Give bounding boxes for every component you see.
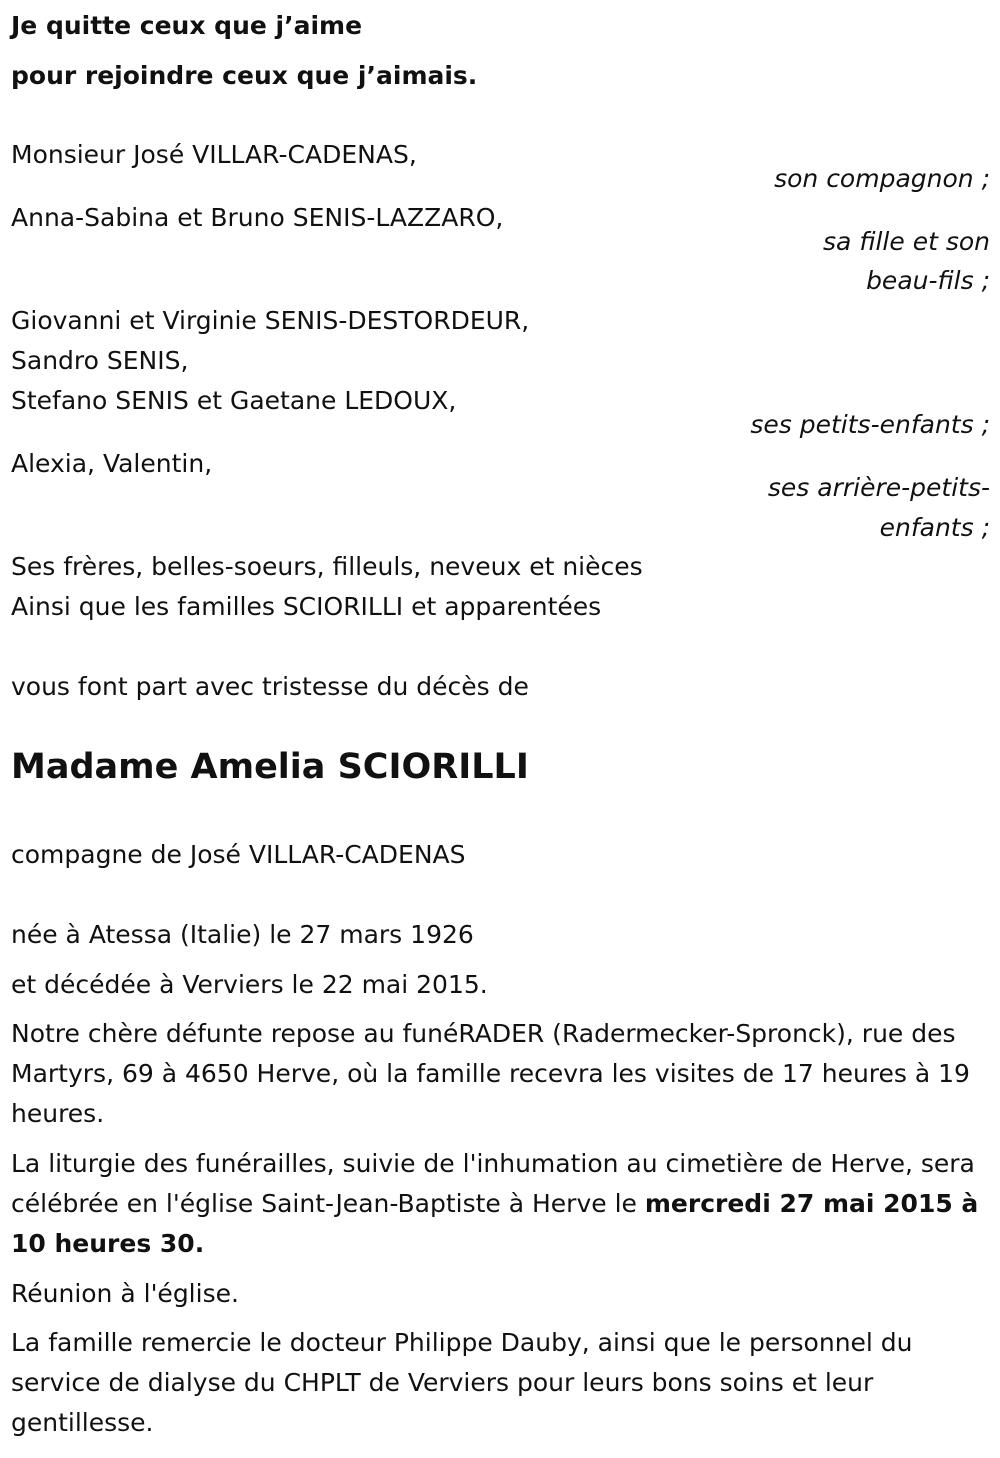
- grandchild-line-1: Giovanni et Virginie SENIS-DESTORDEUR,: [11, 306, 530, 335]
- visitation-paragraph: Notre chère défunte repose au funéRADER (Radermecker-Spronck), rue des Martyrs, 69 à 4650 Herve, où la famille recevra les visites de 17 heures à 19 heures.: [11, 1019, 970, 1128]
- birth-info: née à Atessa (Italie) le 27 mars 1926: [11, 920, 474, 949]
- funeral-paragraph: [11, 1144, 986, 1264]
- meeting-note: Réunion à l'église.: [11, 1279, 239, 1308]
- header-quote-line-2: pour rejoindre ceux que j’aimais.: [11, 61, 478, 90]
- great-grandchildren-names: Alexia, Valentin,: [11, 449, 213, 478]
- other-relatives-line-1: Ses frères, belles-soeurs, filleuls, neveux et nièces: [11, 552, 643, 581]
- thanks-paragraph: La famille remercie le docteur Philippe Dauby, ainsi que le personnel du service de dialyse du CHPLT de Verviers pour leurs bons soins et leur gentillesse.: [11, 1328, 913, 1437]
- other-relatives-line-2: Ainsi que les familles SCIORILLI et apparentées: [11, 592, 602, 621]
- announcement-text: vous font part avec tristesse du décès de: [11, 672, 529, 701]
- companion-name: Monsieur José VILLAR-CADENAS,: [11, 140, 417, 169]
- header-quote-line-1: Je quitte ceux que j’aime: [11, 11, 363, 40]
- deceased-relation: compagne de José VILLAR-CADENAS: [11, 840, 466, 869]
- grandchildren-role: ses petits-enfants ;: [750, 410, 990, 439]
- great-grandchildren-role-line-2: enfants ;: [879, 513, 990, 542]
- grandchild-line-2: Sandro SENIS,: [11, 346, 189, 375]
- grandchild-line-3: Stefano SENIS et Gaetane LEDOUX,: [11, 386, 457, 415]
- companion-role: son compagnon ;: [774, 164, 990, 193]
- funeral-date: mercredi 27 mai 2015 à 10 heures 30.: [11, 1189, 979, 1258]
- death-info: et décédée à Verviers le 22 mai 2015.: [11, 970, 488, 999]
- daughter-names: Anna-Sabina et Bruno SENIS-LAZZARO,: [11, 203, 504, 232]
- daughter-role-line-2: beau-fils ;: [866, 266, 990, 295]
- great-grandchildren-role-line-1: ses arrière-petits-: [767, 473, 990, 502]
- daughter-role-line-1: sa fille et son: [823, 227, 990, 256]
- funeral-text: La liturgie des funérailles, suivie de l'inhumation au cimetière de Herve, sera célébrée en l'église Saint-Jean-Baptiste à Herve le: [11, 1149, 975, 1218]
- deceased-name: Madame Amelia SCIORILLI: [11, 747, 529, 787]
